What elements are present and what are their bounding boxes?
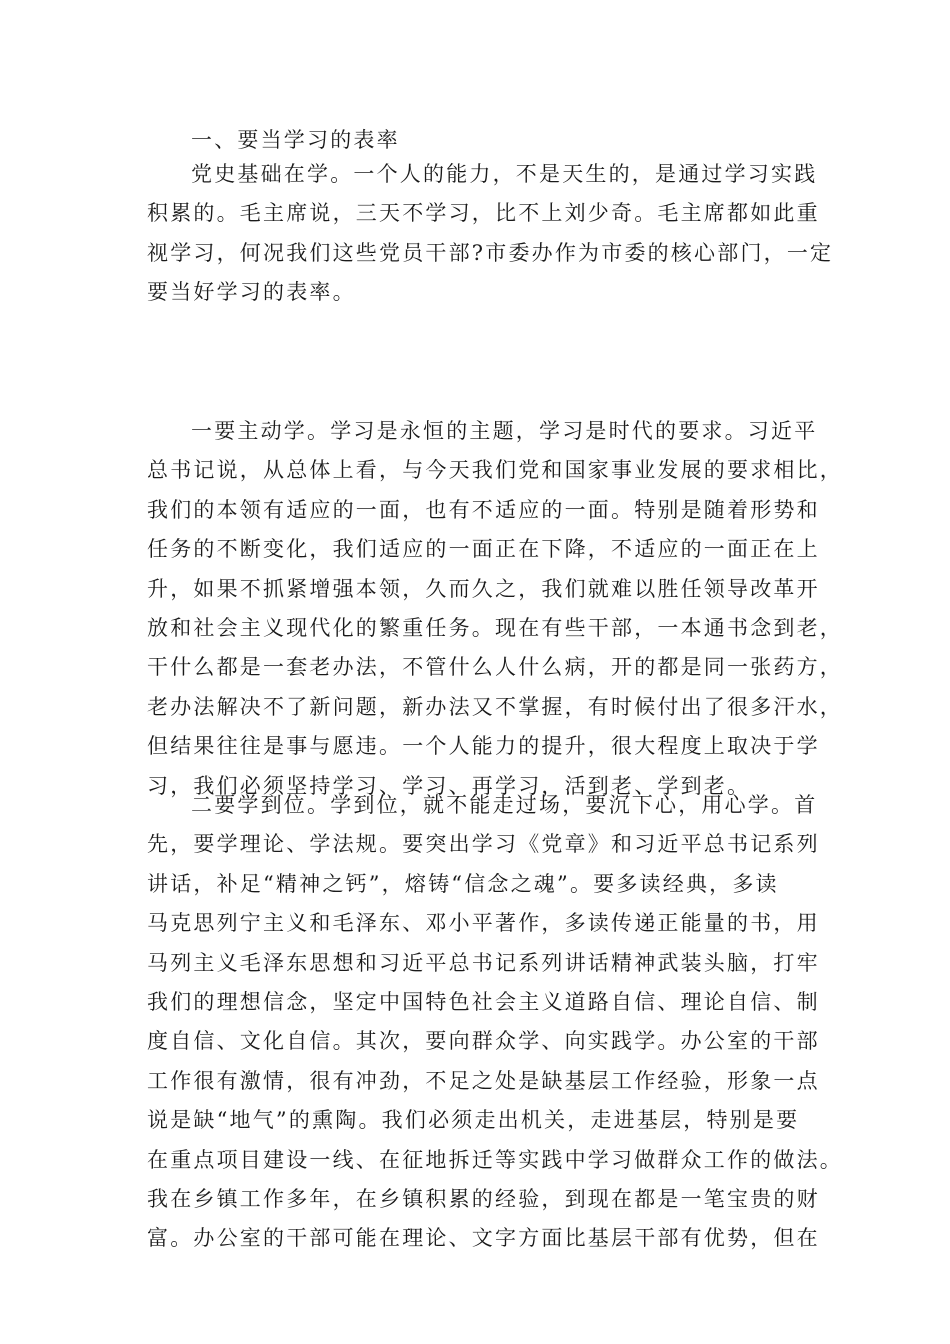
paragraph-line: 讲话，补足“精神之钙”，熔铸“信念之魂”。要多读经典，多读 bbox=[147, 871, 779, 896]
paragraph-1 bbox=[147, 155, 834, 313]
paragraph-line: 富。办公室的干部可能在理论、文字方面比基层干部有优势，但在 bbox=[147, 1226, 820, 1251]
paragraph-line: 说是缺“地气”的熏陶。我们必须走出机关，走进基层，特别是要 bbox=[147, 1108, 800, 1133]
paragraph-line: 工作很有激情，很有冲劲，不足之处是缺基层工作经验，形象一点 bbox=[147, 1068, 820, 1093]
paragraph-line: 干什么都是一套老办法，不管什么人什么病，开的都是同一张药方， bbox=[147, 655, 843, 680]
paragraph-line: 习，我们必须坚持学习、学习、再学习，活到老、学到老。 bbox=[147, 773, 751, 798]
paragraph-line: 放和社会主义现代化的繁重任务。现在有些干部，一本通书念到老， bbox=[147, 615, 843, 640]
heading-text: 一、要当学习的表率 bbox=[191, 128, 400, 152]
paragraph-line: 老办法解决不了新问题，新办法又不掌握，有时候付出了很多汗水， bbox=[147, 694, 843, 719]
paragraph-line: 二要学到位。学到位，就不能走过场，要沉下心，用心学。首 bbox=[191, 793, 818, 817]
paragraph-line: 马列主义毛泽东思想和习近平总书记系列讲话精神武装头脑，打牢 bbox=[147, 950, 820, 975]
paragraph-line: 视学习，何况我们这些党员干部?市委办作为市委的核心部门，一定 bbox=[147, 240, 834, 265]
paragraph-line: 一要主动学。学习是永恒的主题，学习是时代的要求。习近平 bbox=[191, 419, 818, 443]
paragraph-line: 我们的理想信念，坚定中国特色社会主义道路自信、理论自信、制 bbox=[147, 989, 820, 1014]
paragraph-line: 度自信、文化自信。其次，要向群众学、向实践学。办公室的干部 bbox=[147, 1029, 820, 1054]
paragraph-line: 总书记说，从总体上看，与今天我们党和国家事业发展的要求相比， bbox=[147, 458, 843, 483]
paragraph-line: 我在乡镇工作多年，在乡镇积累的经验，到现在都是一笔宝贵的财 bbox=[147, 1186, 820, 1211]
paragraph-line: 积累的。毛主席说，三天不学习，比不上刘少奇。毛主席都如此重 bbox=[147, 201, 820, 226]
paragraph-line: 但结果往往是事与愿违。一个人能力的提升，很大程度上取决于学 bbox=[147, 734, 820, 759]
paragraph-line: 要当好学习的表率。 bbox=[147, 280, 356, 305]
paragraph-2 bbox=[147, 412, 843, 806]
paragraph-line: 先，要学理论、学法规。要突出学习《党章》和习近平总书记系列 bbox=[147, 832, 820, 857]
paragraph-line: 升，如果不抓紧增强本领，久而久之，我们就难以胜任领导改革开 bbox=[147, 576, 820, 601]
paragraph-line: 党史基础在学。一个人的能力，不是天生的，是通过学习实践 bbox=[191, 162, 818, 186]
paragraph-line: 在重点项目建设一线、在征地拆迁等实践中学习做群众工作的做法。 bbox=[147, 1147, 843, 1172]
paragraph-line: 马克思列宁主义和毛泽东、邓小平著作，多读传递正能量的书，用 bbox=[147, 911, 820, 936]
paragraph-line: 任务的不断变化，我们适应的一面正在下降，不适应的一面正在上 bbox=[147, 537, 820, 562]
paragraph-3 bbox=[147, 786, 843, 1259]
paragraph-line: 我们的本领有适应的一面，也有不适应的一面。特别是随着形势和 bbox=[147, 497, 820, 522]
